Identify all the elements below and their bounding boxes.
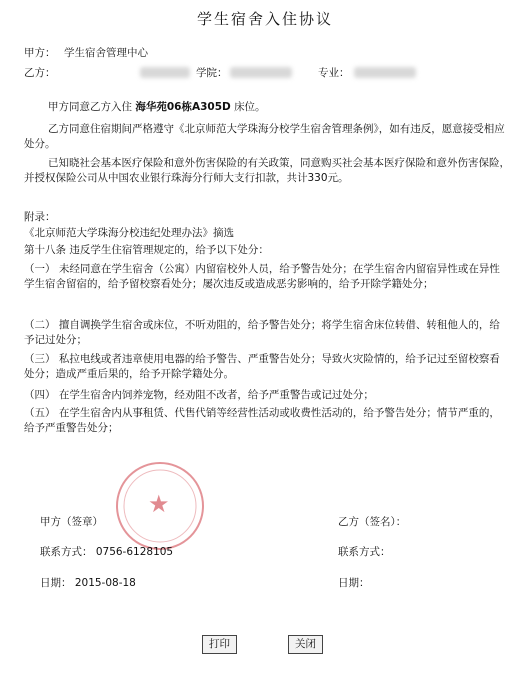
party-b-label: 乙方： [24,67,56,79]
appendix-source: 《北京师范大学珠海分校违纪处理办法》摘选 [24,227,234,239]
major-label: 专业： [318,67,350,79]
date-a: 日期： 2015-08-18 [40,577,136,589]
date-b: 日期： [338,577,370,589]
appendix-item-4: （四） 在学生宿舍内饲养宠物，经劝阻不改者，给予严重警告或记过处分； [24,389,374,401]
major-value-redacted [354,67,416,78]
room-prefix: 甲方同意乙方入住 [48,101,132,113]
party-a-sign-label: 甲方（签章） [40,516,103,528]
party-b-name-redacted [140,67,190,78]
appendix-item-1: （一） 未经同意在学生宿舍（公寓）内留宿校外人员，给予警告处分；在学生宿舍内留宿异性或在异性学生宿舍留宿的，给予留校察看处分；屡次违反或造成恶劣影响的，给予开除学籍处分； [24,263,500,290]
paragraph-room [48,100,266,114]
appendix-article: 第十八条 违反学生住宿管理规定的，给予以下处分： [24,244,269,256]
seal-star-icon: ★ [148,490,170,518]
appendix-item-3: （三） 私拉电线或者违章使用电器的给予警告、严重警告处分；导致火灾险情的，给予记过至留校察看处分；造成严重后果的，给予开除学籍处分。 [24,353,500,380]
contact-b: 联系方式： [338,546,391,558]
appendix-item-5: （五） 在学生宿舍内从事租赁、代售代销等经营性活动或收费性活动的，给予警告处分；情节严重的，给予严重警告处分； [24,407,500,434]
close-button[interactable]: 关闭 [288,635,323,654]
school-label: 学院： [196,67,228,79]
party-a-value: 学生宿舍管理中心 [64,47,148,59]
page-title: 学生宿舍入住协议 [196,10,333,28]
print-button[interactable]: 打印 [202,635,237,654]
party-b-sign-label: 乙方（签名）： [338,516,407,528]
appendix-item-2: （二） 擅自调换学生宿舍或床位，不听劝阻的，给予警告处分；将学生宿舍床位转借、转租他人的，给予记过处分； [24,319,500,346]
room-number: 海华苑06栋A305D [135,101,231,113]
party-a-label: 甲方： [24,47,56,59]
school-value-redacted [230,67,292,78]
contact-a: 联系方式： 0756-6128105 [40,546,174,558]
paragraph-insurance: 已知晓社会基本医疗保险和意外伤害保险的有关政策，同意购买社会基本医疗保险和意外伤害保险，并授权保险公司从中国农业银行珠海分行师大支行扣款，共计330元。 [24,157,510,184]
paragraph-rules: 乙方同意住宿期间严格遵守《北京师范大学珠海分校学生宿舍管理条例》，如有违反，愿意接受相应处分。 [24,123,505,150]
room-suffix: 床位。 [234,101,266,113]
appendix-label: 附录： [24,211,56,223]
official-seal [116,462,204,550]
